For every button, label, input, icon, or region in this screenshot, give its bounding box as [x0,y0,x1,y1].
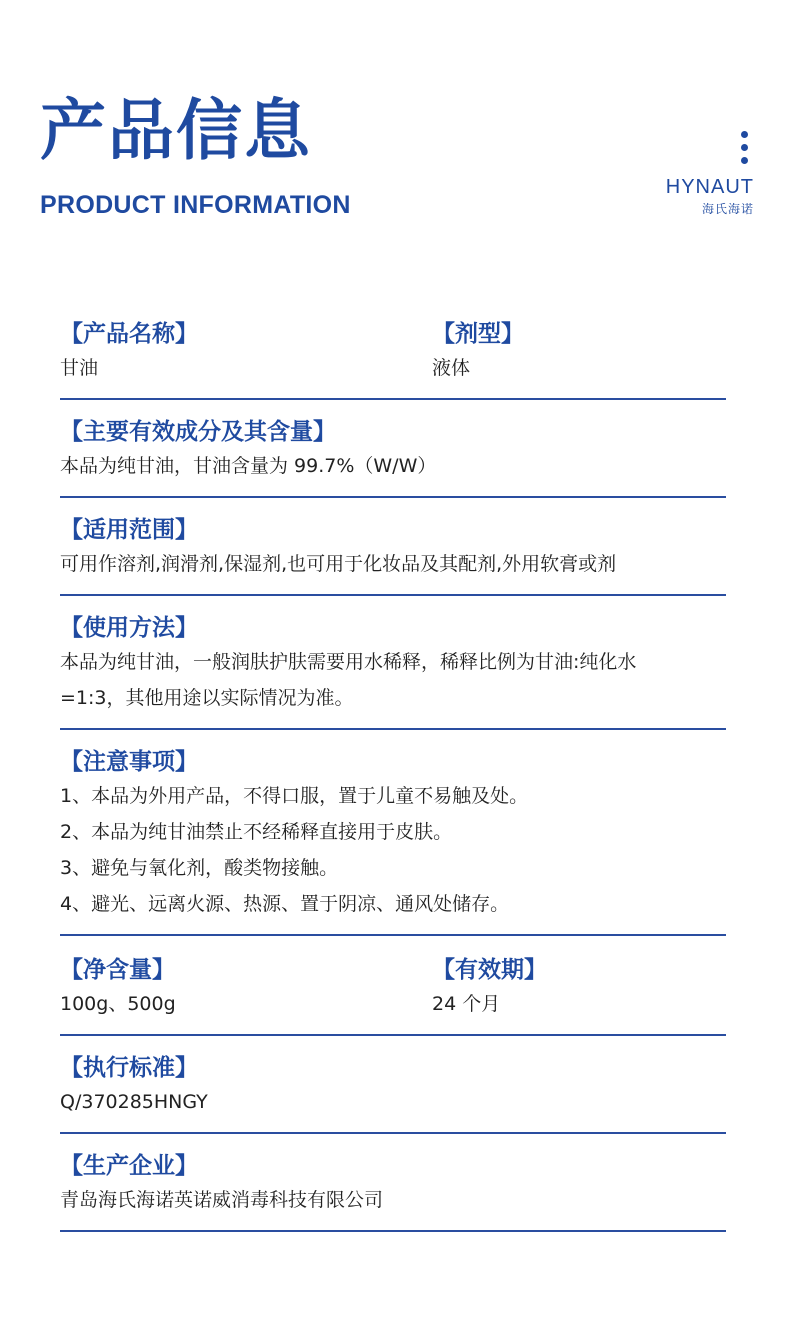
standard-label: 【执行标准】 [60,1055,198,1081]
maker-value: 青岛海氏海诺英诺威消毒科技有限公司 [60,1189,384,1211]
notes-label: 【注意事项】 [60,749,198,775]
logo-text-en: HYNAUT [665,176,754,198]
notes-item: 4、避光、远离火源、热源、置于阴凉、通风处储存。 [60,893,510,915]
section-standard [60,1052,726,1134]
form-value: 液体 [432,357,471,379]
ingredient-value: 本品为纯甘油，甘油含量为 99.7%（W/W） [60,455,437,477]
standard-value: Q/370285HNGY [60,1091,208,1113]
net-value: 100g、500g [60,993,176,1015]
section-ingredient [60,416,726,498]
section-scope [60,514,726,596]
section-name-form [60,316,726,400]
ingredient-label: 【主要有效成分及其含量】 [60,419,336,445]
usage-line: 本品为纯甘油，一般润肤护肤需要用水稀释，稀释比例为甘油:纯化水 [60,651,637,673]
net-label: 【净含量】 [60,957,175,983]
validity-label: 【有效期】 [432,957,547,983]
section-usage [60,612,726,730]
logo-text-cn: 海氏海诺 [701,202,754,216]
notes-item: 3、避免与氧化剂，酸类物接触。 [60,857,339,879]
product-info-table [60,316,726,1232]
validity-value: 24 个月 [432,993,501,1015]
page-title: 产品信息 [40,92,312,169]
section-notes [60,746,726,936]
page-subtitle: PRODUCT INFORMATION [40,191,351,219]
name-label: 【产品名称】 [60,321,198,347]
scope-label: 【适用范围】 [60,517,198,543]
brand-logo [666,177,754,217]
section-net-validity [60,952,726,1036]
maker-label: 【生产企业】 [60,1153,198,1179]
more-icon [741,131,749,170]
form-label: 【剂型】 [432,321,524,347]
usage-line: =1:3，其他用途以实际情况为准。 [60,687,354,709]
notes-item: 1、本品为外用产品，不得口服，置于儿童不易触及处。 [60,785,529,807]
usage-label: 【使用方法】 [60,615,198,641]
name-value: 甘油 [60,357,99,379]
scope-value: 可用作溶剂,润滑剂,保湿剂,也可用于化妆品及其配剂,外用软膏或剂 [60,553,617,575]
section-maker [60,1150,726,1232]
notes-item: 2、本品为纯甘油禁止不经稀释直接用于皮肤。 [60,821,453,843]
